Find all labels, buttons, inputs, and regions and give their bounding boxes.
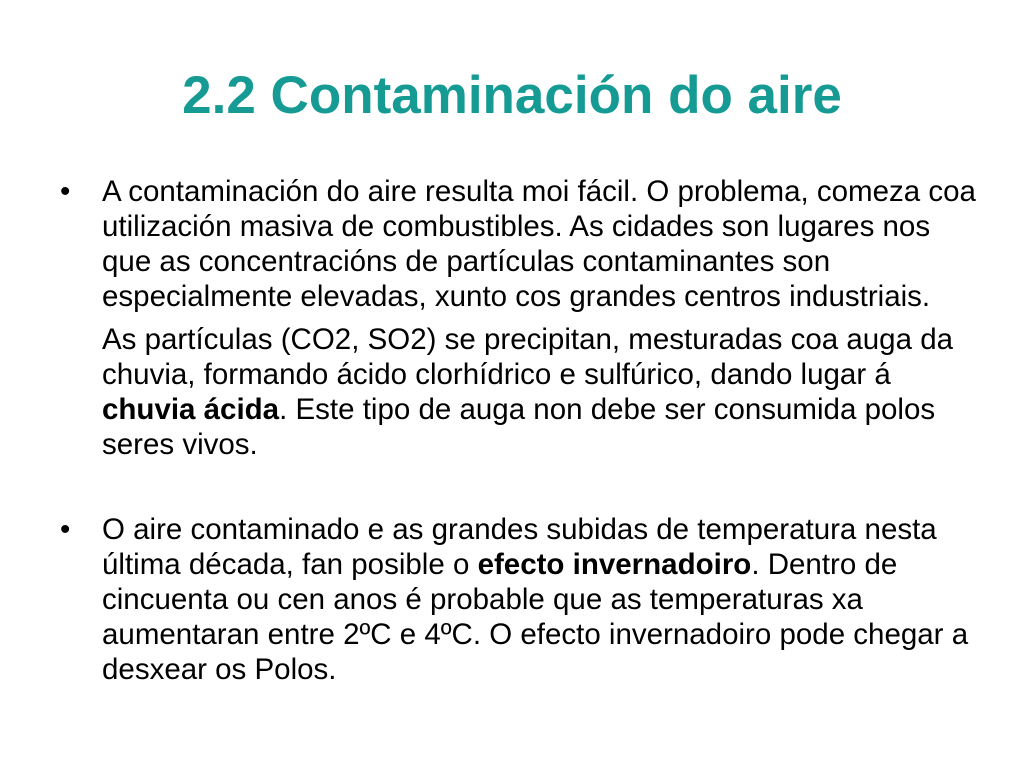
slide-title: 2.2 Contaminación do aire xyxy=(182,66,842,125)
bullet-paragraph xyxy=(102,512,980,687)
bullet-item-greenhouse-effect xyxy=(60,512,980,687)
paragraph-text: O aire contaminado e as grandes subidas de temperatura nesta última década, fan posible o xyxy=(102,513,937,581)
bullet-paragraph xyxy=(102,174,980,314)
bullet-item-air-pollution xyxy=(60,174,980,462)
bullet-icon: • xyxy=(60,513,71,546)
slide-body xyxy=(60,174,980,687)
paragraph-text: As partículas (CO2, SO2) se precipitan, mesturadas coa auga da chuvia, formando ácido clorhídrico e sulfúrico, dando lugar á xyxy=(102,323,954,391)
bold-term-greenhouse-effect: efecto invernadoiro xyxy=(477,548,752,581)
paragraph-text: A contaminación do aire resulta moi fácil. O problema, comeza coa utilización masiva de combustibles. As cidades son lugares nos que as concentracións de partículas contaminantes son especialmente elevadas, xunto cos grandes centros industriais. xyxy=(102,175,976,313)
paragraph-text: . Este tipo de auga non debe ser consumida polos seres vivos. xyxy=(102,393,936,461)
bullet-icon: • xyxy=(60,175,71,208)
paragraph-text: . Dentro de cincuenta ou cen anos é probable que as temperaturas xa aumentaran entre 2ºC e 4ºC. O efecto invernadoiro pode chegar a desxear os Polos. xyxy=(102,548,969,686)
bold-term-acid-rain: chuvia ácida xyxy=(102,393,280,426)
bullet-paragraph-acid-rain xyxy=(102,322,980,462)
